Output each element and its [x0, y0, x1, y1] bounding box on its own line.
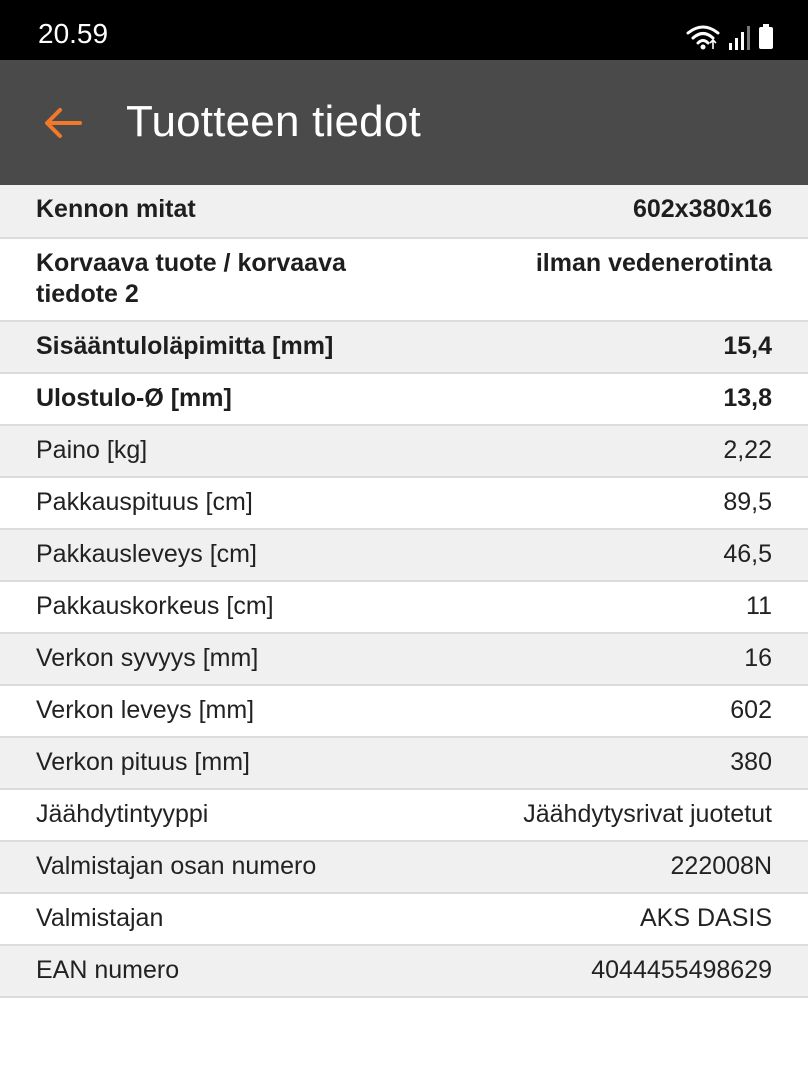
detail-value: ilman vedenerotinta	[535, 249, 772, 277]
detail-value: AKS DASIS	[640, 904, 772, 932]
detail-label: Kennon mitat	[36, 195, 196, 223]
product-details-table	[0, 185, 808, 998]
detail-row	[0, 237, 808, 320]
detail-label: Sisääntuloläpimitta [mm]	[36, 332, 334, 360]
detail-row	[0, 736, 808, 788]
detail-value: 11	[746, 592, 772, 620]
signal-icon	[728, 26, 750, 50]
detail-label: Jäähdytintyyppi	[36, 800, 209, 828]
detail-label: Pakkausleveys [cm]	[36, 540, 257, 568]
back-button[interactable]	[40, 100, 86, 146]
detail-value: Jäähdytysrivat juotetut	[523, 800, 772, 828]
detail-value: 380	[730, 748, 772, 776]
detail-row	[0, 840, 808, 892]
detail-label: Korvaava tuote / korvaava tiedote 2	[36, 249, 346, 308]
detail-row	[0, 580, 808, 632]
detail-value: 222008N	[670, 852, 772, 880]
status-bar	[0, 0, 808, 60]
detail-value: 89,5	[723, 488, 772, 516]
detail-label: Pakkauskorkeus [cm]	[36, 592, 274, 620]
detail-label: Paino [kg]	[36, 436, 148, 464]
detail-value: 602x380x16	[632, 195, 772, 223]
detail-row	[0, 632, 808, 684]
detail-label: Pakkauspituus [cm]	[36, 488, 253, 516]
detail-row	[0, 372, 808, 424]
status-icons	[686, 20, 774, 50]
detail-row	[0, 424, 808, 476]
detail-row	[0, 528, 808, 580]
detail-row	[0, 944, 808, 996]
detail-value: 2,22	[723, 436, 772, 464]
detail-label: Verkon leveys [mm]	[36, 696, 255, 724]
detail-value: 46,5	[723, 540, 772, 568]
detail-value: 602	[730, 696, 772, 724]
status-time: 20.59	[38, 18, 109, 49]
detail-value: 13,8	[723, 384, 772, 412]
detail-row	[0, 892, 808, 944]
detail-label: Verkon pituus [mm]	[36, 748, 250, 776]
detail-row	[0, 476, 808, 528]
detail-label: Valmistajan osan numero	[36, 852, 317, 880]
wifi-icon	[686, 24, 720, 50]
detail-row	[0, 185, 808, 237]
detail-label: Ulostulo-Ø [mm]	[36, 384, 232, 412]
detail-row	[0, 684, 808, 736]
battery-icon	[758, 24, 774, 50]
detail-label: EAN numero	[36, 956, 180, 984]
arrow-left-icon	[40, 100, 86, 146]
page-title: Tuotteen tiedot	[126, 97, 421, 146]
app-bar	[0, 60, 808, 185]
detail-label: Valmistajan	[36, 904, 164, 932]
detail-row	[0, 788, 808, 840]
detail-value: 16	[744, 644, 772, 672]
detail-label: Verkon syvyys [mm]	[36, 644, 259, 672]
detail-value: 4044455498629	[591, 956, 772, 984]
detail-value: 15,4	[723, 332, 772, 360]
detail-row	[0, 320, 808, 372]
